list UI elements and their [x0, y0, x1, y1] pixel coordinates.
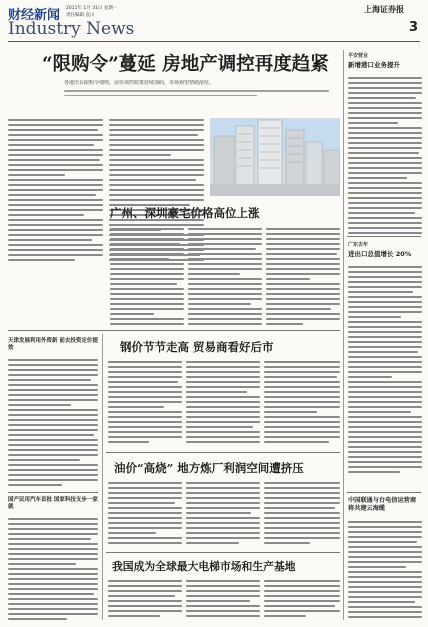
section-1-body-c	[266, 225, 340, 325]
divider-1	[8, 330, 340, 331]
right-body-1	[348, 74, 422, 234]
right-body-3	[348, 518, 422, 621]
section-2-body-b	[186, 358, 260, 448]
building-photo-image	[210, 118, 340, 196]
right-headline-3: 中国联通与台电信运营商 将共建云海缆	[348, 497, 417, 512]
section-2-body-c	[264, 358, 340, 448]
building-photo	[210, 118, 340, 196]
left-brief-body-2	[8, 515, 98, 620]
left-brief-body-1	[8, 356, 98, 486]
right-column-rule	[343, 50, 344, 620]
right-tag-1: 平安营业	[348, 53, 369, 59]
section-1-body-b	[188, 225, 262, 325]
section-headline-2: 钢价节节走高 贸易商看好后市	[120, 340, 274, 354]
section-cn: 财经新闻	[8, 8, 61, 23]
right-divider-1	[347, 236, 421, 237]
masthead-rule	[8, 41, 420, 42]
lead-deck-text: 各地出台限购令细则，房价调控政策持续加码，市场观望情绪浓厚。	[64, 80, 215, 86]
section-3-body-c	[264, 479, 340, 549]
masthead-meta-1: 2011年 1月 31日 星期一	[66, 6, 118, 11]
section-headline-4: 我国成为全球最大电梯市场和生产基地	[112, 560, 296, 573]
lead-deck	[64, 80, 340, 112]
section-2-body-a	[108, 358, 182, 448]
lead-headline: “限购令”蔓延 房地产调控再度趋紧	[42, 54, 329, 75]
section-1-body-a	[110, 225, 184, 325]
section-headline-1: 广州、深圳豪宅价格高位上涨	[110, 206, 260, 220]
divider-3	[106, 552, 340, 553]
left-brief-headline-2: 国产民用汽车首批 国家科技支步一家就	[8, 497, 98, 510]
section-3-body-b	[186, 479, 260, 549]
right-body-2	[348, 263, 422, 488]
newspaper-name: 上海证券报	[364, 4, 404, 14]
divider-2	[106, 452, 340, 453]
section-4-body-a	[108, 577, 182, 621]
masthead	[0, 0, 428, 42]
left-column-rule	[102, 334, 103, 620]
masthead-meta-2: 责任编辑 袁川	[66, 13, 95, 18]
page-number: 3	[409, 20, 419, 35]
lead-body-col-1	[8, 116, 103, 261]
section-4-body-c	[264, 577, 340, 621]
section-4-body-b	[186, 577, 260, 621]
right-headline-1: 新增港口业务提升	[348, 61, 400, 69]
section-3-body-a	[108, 479, 182, 549]
right-tag-2: 广东去年	[348, 242, 369, 248]
section-en: Industry News	[8, 19, 135, 39]
right-divider-2	[347, 492, 421, 493]
left-brief-headline-1: 天津发展利用外资新 前去投资定价提效	[8, 338, 98, 351]
section-headline-3: 油价“高烧” 地方炼厂利润空间遭挤压	[114, 461, 304, 475]
left-divider	[8, 492, 98, 493]
right-headline-2: 进出口总值增长 20%	[348, 250, 412, 258]
